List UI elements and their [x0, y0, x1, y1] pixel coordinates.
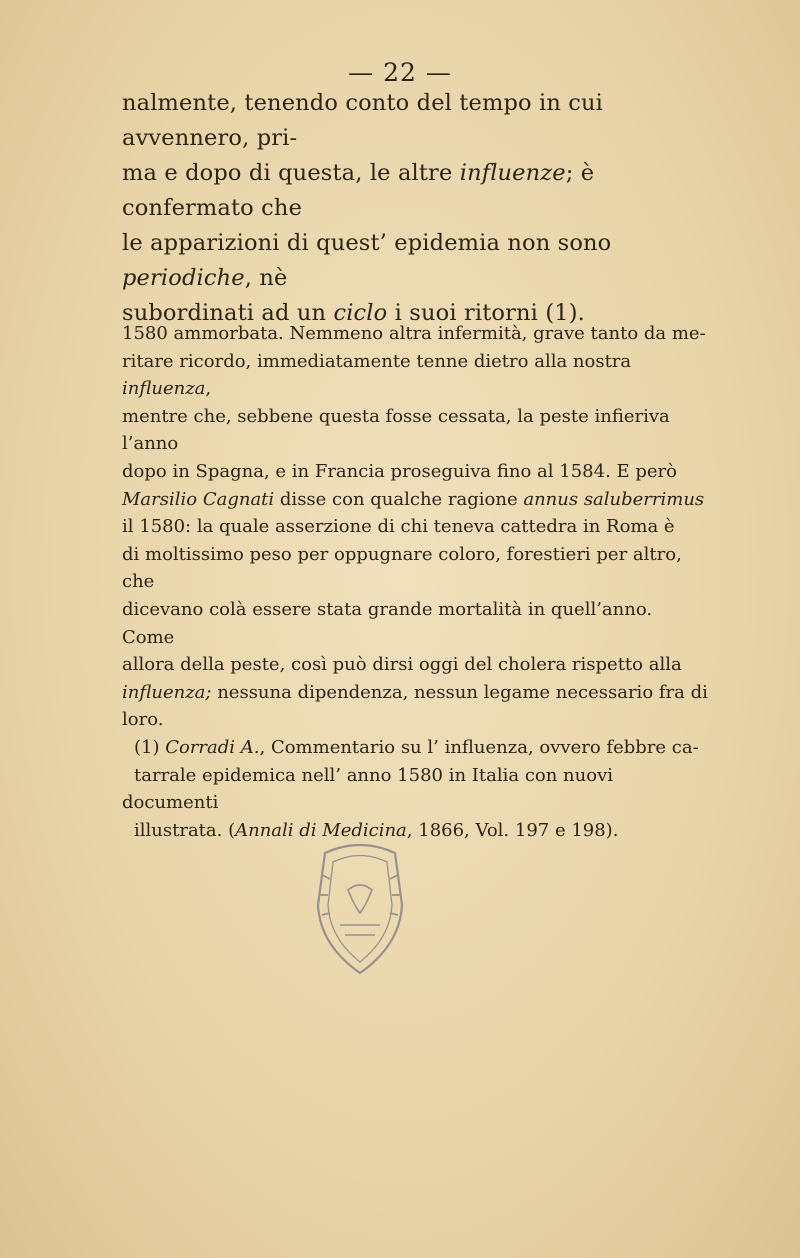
- text-run: , nè: [244, 265, 288, 291]
- body-text: [122, 320, 710, 734]
- top-paragraph: [122, 86, 702, 331]
- text-run: tarrale epidemica nell’ anno 1580 in Italia con nuovi documenti: [122, 764, 614, 814]
- text-line: [122, 320, 710, 348]
- italic-run: annus saluberrimus: [523, 488, 705, 510]
- italic-run: Marsilio Cagnati: [122, 488, 275, 510]
- italic-run: influenze: [459, 160, 566, 186]
- text-run: , 1866, Vol. 197 e 198).: [406, 819, 619, 841]
- text-run: (1): [134, 736, 166, 758]
- text-line: [122, 734, 710, 762]
- text-run: dopo in Spagna, e in Francia proseguiva fino al 1584. E però: [122, 460, 677, 482]
- text-line: [122, 156, 702, 226]
- text-line: [122, 486, 710, 514]
- text-line: [122, 679, 710, 707]
- text-run: ; è confermato che: [122, 160, 595, 221]
- italic-run: influenza: [122, 378, 206, 400]
- text-line: [122, 458, 710, 486]
- text-run: mentre che, sebbene questa fosse cessata, la peste infieriva l’anno: [122, 405, 670, 455]
- library-seal-icon: [300, 835, 420, 980]
- page-number: — 22 —: [348, 58, 452, 87]
- text-run: nessuna dipendenza, nessun legame necessario fra di: [211, 681, 708, 703]
- text-line: [122, 762, 710, 817]
- text-line: [122, 541, 710, 596]
- text-line: [122, 348, 710, 403]
- footnote: [122, 734, 710, 844]
- text-line: [122, 86, 702, 156]
- text-line: [122, 651, 710, 679]
- text-run: di moltissimo peso per oppugnare coloro, forestieri per altro, che: [122, 543, 682, 593]
- text-run: ma e dopo di questa, le altre: [122, 160, 460, 186]
- text-line: [122, 596, 710, 651]
- text-run: 1580 ammorbata. Nemmeno altra infermità, grave tanto da me-: [122, 323, 706, 344]
- text-line: [122, 403, 710, 458]
- text-run: allora della peste, così può dirsi oggi del cholera rispetto alla: [122, 654, 682, 676]
- text-run: , Commentario su l’ influenza, ovvero febbre ca-: [259, 736, 699, 758]
- italic-run: Corradi A.: [165, 736, 260, 758]
- text-run: il 1580: la quale asserzione di chi teneva cattedra in Roma è: [122, 516, 675, 538]
- italic-run: Annali di Medicina: [235, 819, 407, 841]
- text-run: ,: [205, 378, 212, 400]
- text-run: nalmente, tenendo conto del tempo in cui avvennero, pri-: [122, 90, 604, 151]
- italic-run: ciclo: [333, 300, 388, 326]
- text-run: disse con qualche ragione: [274, 488, 524, 510]
- italic-run: influenza;: [122, 681, 212, 703]
- text-line: [122, 226, 702, 296]
- text-run: dicevano colà essere stata grande mortalità in quell’anno. Come: [122, 598, 653, 648]
- text-run: subordinati ad un: [122, 300, 334, 326]
- text-run: i suoi ritorni (1).: [387, 300, 585, 326]
- text-line: [122, 513, 710, 541]
- text-run: illustrata. (: [134, 819, 236, 841]
- text-run: loro.: [122, 709, 164, 731]
- text-run: le apparizioni di quest’ epidemia non sono: [122, 230, 612, 256]
- main-paragraph: [122, 320, 710, 844]
- text-run: ritare ricordo, immediatamente tenne dietro alla nostra: [122, 350, 632, 372]
- italic-run: periodiche: [122, 265, 245, 291]
- text-line: [122, 706, 710, 734]
